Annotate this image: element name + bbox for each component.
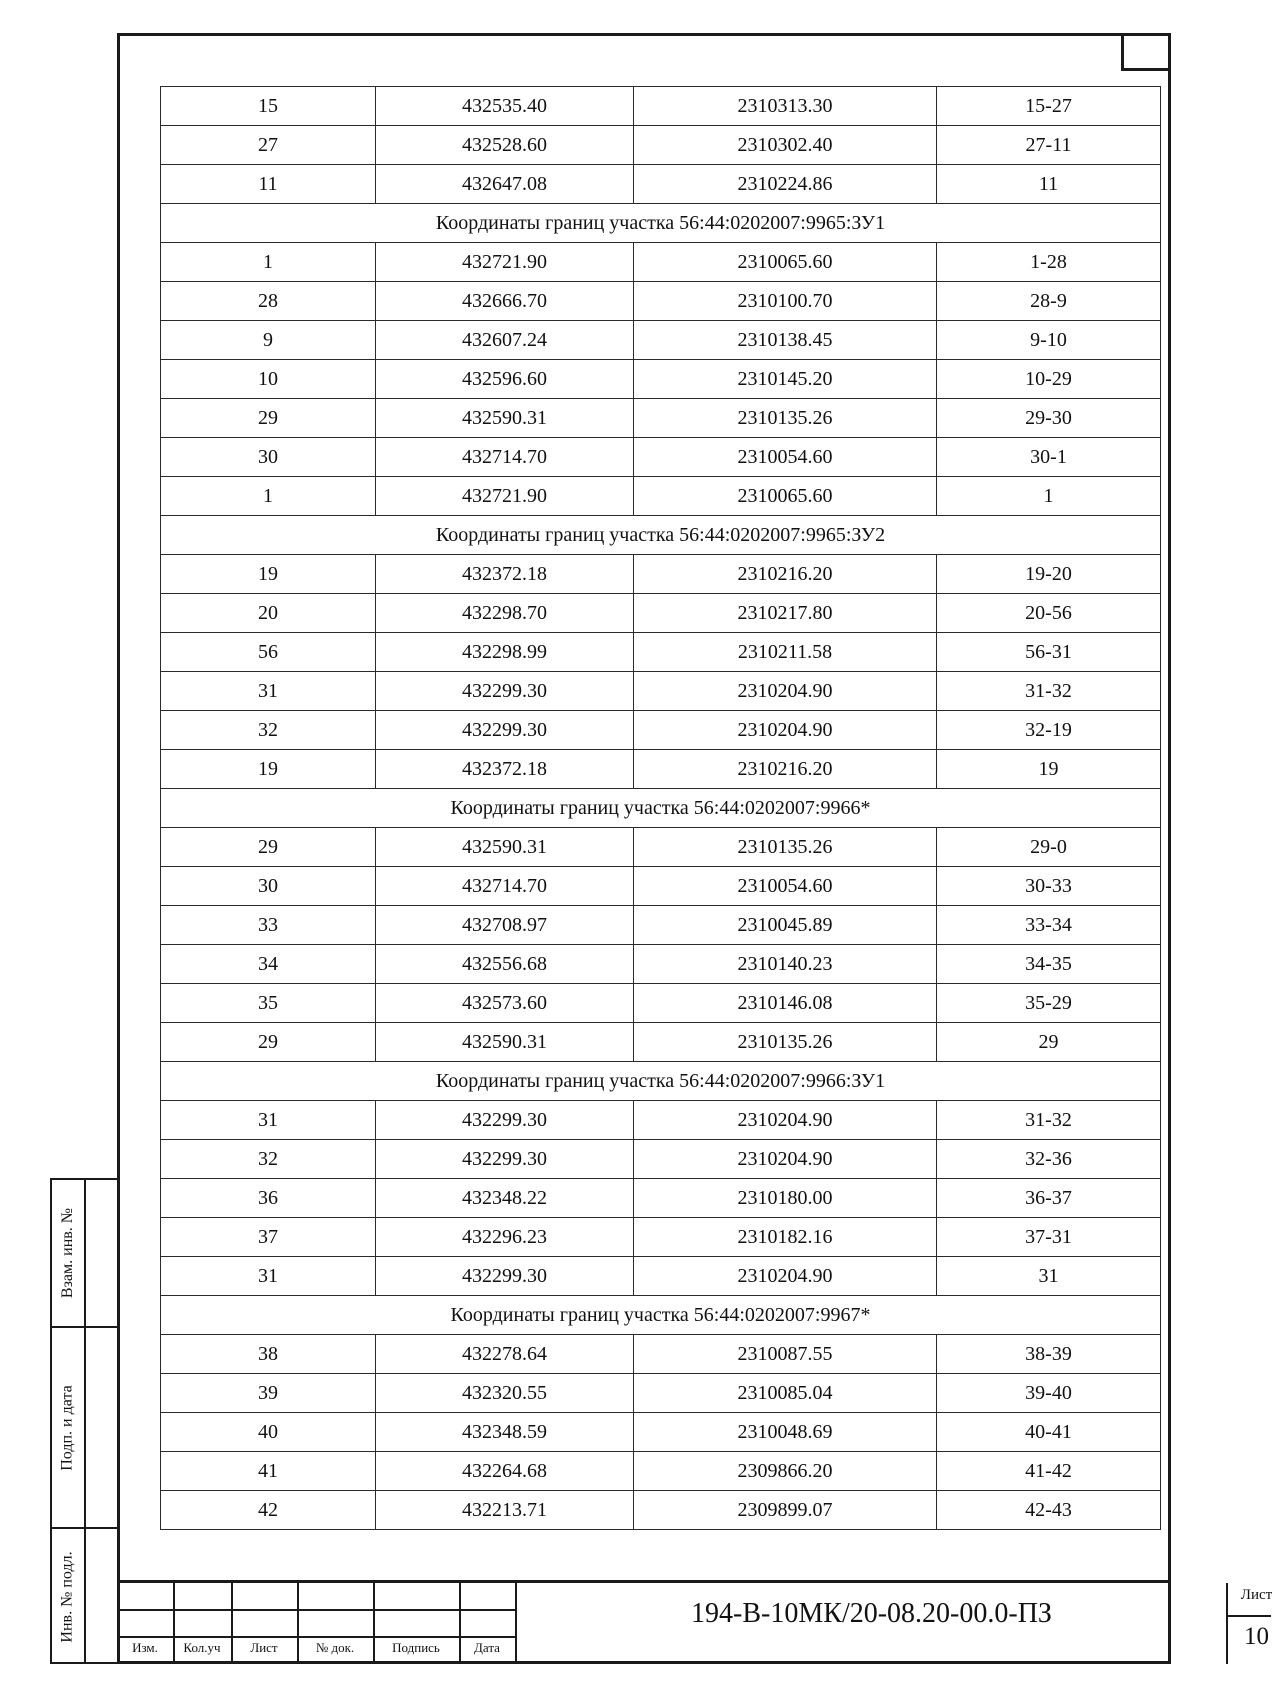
- table-row: [161, 243, 1161, 282]
- table-row: [161, 1335, 1161, 1374]
- segment-cell: 42-43: [937, 1491, 1161, 1530]
- coord-y-cell: 2310224.86: [634, 165, 937, 204]
- stamp-vzam-text: Взам. инв. №: [59, 1207, 77, 1299]
- coord-x-cell: 432299.30: [376, 1101, 634, 1140]
- coord-y-cell: 2310045.89: [634, 906, 937, 945]
- coord-x-cell: 432714.70: [376, 438, 634, 477]
- segment-cell: 30-33: [937, 867, 1161, 906]
- segment-cell: 37-31: [937, 1218, 1161, 1257]
- table-row: [161, 282, 1161, 321]
- table-row: [161, 1491, 1161, 1530]
- segment-cell: 56-31: [937, 633, 1161, 672]
- table-row: [161, 1413, 1161, 1452]
- corner-box: [1121, 33, 1171, 71]
- table-row: [161, 594, 1161, 633]
- segment-cell: 33-34: [937, 906, 1161, 945]
- table-row: [161, 984, 1161, 1023]
- coord-y-cell: 2310204.90: [634, 672, 937, 711]
- stamp-label-inv: [52, 1529, 86, 1664]
- table-row: [161, 711, 1161, 750]
- coord-x-cell: 432264.68: [376, 1452, 634, 1491]
- coord-y-cell: 2310135.26: [634, 399, 937, 438]
- table-row: [161, 633, 1161, 672]
- point-number-cell: 20: [161, 594, 376, 633]
- table-section-row: [161, 789, 1161, 828]
- coord-y-cell: 2310204.90: [634, 1140, 937, 1179]
- point-number-cell: 32: [161, 711, 376, 750]
- coord-y-cell: 2309899.07: [634, 1491, 937, 1530]
- coord-x-cell: 432213.71: [376, 1491, 634, 1530]
- table-row: [161, 906, 1161, 945]
- coord-x-cell: 432298.70: [376, 594, 634, 633]
- coord-y-cell: 2310048.69: [634, 1413, 937, 1452]
- table-row: [161, 438, 1161, 477]
- table-row: [161, 321, 1161, 360]
- point-number-cell: 37: [161, 1218, 376, 1257]
- segment-cell: 15-27: [937, 87, 1161, 126]
- point-number-cell: 41: [161, 1452, 376, 1491]
- table-row: [161, 555, 1161, 594]
- coord-y-cell: 2310211.58: [634, 633, 937, 672]
- segment-cell: 11: [937, 165, 1161, 204]
- section-title: Координаты границ участка 56:44:0202007:9966:ЗУ1: [161, 1062, 1161, 1101]
- segment-cell: 32-36: [937, 1140, 1161, 1179]
- coord-x-cell: 432296.23: [376, 1218, 634, 1257]
- coordinates-table-body: [161, 87, 1161, 1530]
- coord-y-cell: 2310135.26: [634, 828, 937, 867]
- segment-cell: 27-11: [937, 126, 1161, 165]
- coord-x-cell: 432721.90: [376, 477, 634, 516]
- coord-x-cell: 432607.24: [376, 321, 634, 360]
- table-row: [161, 672, 1161, 711]
- coord-x-cell: 432528.60: [376, 126, 634, 165]
- coord-y-cell: 2310054.60: [634, 438, 937, 477]
- table-row: [161, 1452, 1161, 1491]
- table-row: [161, 399, 1161, 438]
- document-code: 194-В-10МК/20-08.20-00.0-ПЗ: [691, 1598, 1052, 1629]
- point-number-cell: 1: [161, 243, 376, 282]
- coord-y-cell: 2310054.60: [634, 867, 937, 906]
- table-row: [161, 1179, 1161, 1218]
- point-number-cell: 30: [161, 867, 376, 906]
- point-number-cell: 33: [161, 906, 376, 945]
- point-number-cell: 1: [161, 477, 376, 516]
- table-row: [161, 1140, 1161, 1179]
- point-number-cell: 27: [161, 126, 376, 165]
- coord-x-cell: 432590.31: [376, 1023, 634, 1062]
- coord-x-cell: 432556.68: [376, 945, 634, 984]
- segment-cell: 34-35: [937, 945, 1161, 984]
- section-title: Координаты границ участка 56:44:0202007:9966*: [161, 789, 1161, 828]
- point-number-cell: 19: [161, 555, 376, 594]
- coord-y-cell: 2310217.80: [634, 594, 937, 633]
- point-number-cell: 29: [161, 1023, 376, 1062]
- coordinates-table: [160, 86, 1161, 1530]
- tb-head-kol: Кол.уч: [183, 1640, 221, 1655]
- table-row: [161, 1023, 1161, 1062]
- table-row: [161, 1257, 1161, 1296]
- section-title: Координаты границ участка 56:44:0202007:9967*: [161, 1296, 1161, 1335]
- coord-x-cell: 432590.31: [376, 828, 634, 867]
- segment-cell: 1: [937, 477, 1161, 516]
- tb-head-izm: Изм.: [132, 1640, 158, 1655]
- stamp-cell-podp: [52, 1328, 117, 1529]
- coord-x-cell: 432320.55: [376, 1374, 634, 1413]
- coord-x-cell: 432372.18: [376, 750, 634, 789]
- stamp-cell-inv: [52, 1529, 117, 1664]
- table-row: [161, 1101, 1161, 1140]
- point-number-cell: 42: [161, 1491, 376, 1530]
- tb-head-podpis: Подпись: [392, 1640, 440, 1655]
- coord-x-cell: 432590.31: [376, 399, 634, 438]
- coord-y-cell: 2310138.45: [634, 321, 937, 360]
- coord-y-cell: 2310140.23: [634, 945, 937, 984]
- segment-cell: 29-0: [937, 828, 1161, 867]
- table-section-row: [161, 516, 1161, 555]
- coord-y-cell: 2310135.26: [634, 1023, 937, 1062]
- table-row: [161, 1374, 1161, 1413]
- stamp-label-vzam: [52, 1180, 86, 1326]
- tb-row-line: [117, 1636, 517, 1638]
- coord-y-cell: 2310145.20: [634, 360, 937, 399]
- coord-y-cell: 2310087.55: [634, 1335, 937, 1374]
- stamp-label-podp: [52, 1328, 86, 1527]
- tb-head-ndok: № док.: [315, 1640, 355, 1655]
- segment-cell: 10-29: [937, 360, 1161, 399]
- coord-y-cell: 2310085.04: [634, 1374, 937, 1413]
- table-section-row: [161, 204, 1161, 243]
- point-number-cell: 9: [161, 321, 376, 360]
- segment-cell: 28-9: [937, 282, 1161, 321]
- segment-cell: 30-1: [937, 438, 1161, 477]
- coord-x-cell: 432573.60: [376, 984, 634, 1023]
- table-row: [161, 87, 1161, 126]
- coord-x-cell: 432714.70: [376, 867, 634, 906]
- point-number-cell: 39: [161, 1374, 376, 1413]
- point-number-cell: 19: [161, 750, 376, 789]
- table-section-row: [161, 1062, 1161, 1101]
- coord-x-cell: 432299.30: [376, 1257, 634, 1296]
- coord-x-cell: 432721.90: [376, 243, 634, 282]
- coord-y-cell: 2310182.16: [634, 1218, 937, 1257]
- table-row: [161, 477, 1161, 516]
- segment-cell: 31-32: [937, 672, 1161, 711]
- point-number-cell: 36: [161, 1179, 376, 1218]
- segment-cell: 9-10: [937, 321, 1161, 360]
- point-number-cell: 31: [161, 1257, 376, 1296]
- section-title: Координаты границ участка 56:44:0202007:9965:ЗУ2: [161, 516, 1161, 555]
- point-number-cell: 38: [161, 1335, 376, 1374]
- coord-y-cell: 2310065.60: [634, 477, 937, 516]
- segment-cell: 31-32: [937, 1101, 1161, 1140]
- point-number-cell: 10: [161, 360, 376, 399]
- segment-cell: 40-41: [937, 1413, 1161, 1452]
- point-number-cell: 29: [161, 828, 376, 867]
- table-row: [161, 867, 1161, 906]
- coord-y-cell: 2310146.08: [634, 984, 937, 1023]
- point-number-cell: 40: [161, 1413, 376, 1452]
- tb-head-list: Лист: [250, 1640, 278, 1655]
- title-block: [117, 1580, 1273, 1664]
- coord-y-cell: 2310204.90: [634, 1101, 937, 1140]
- coord-x-cell: 432372.18: [376, 555, 634, 594]
- table-row: [161, 360, 1161, 399]
- segment-cell: 29: [937, 1023, 1161, 1062]
- sheet-label: Лист: [1240, 1587, 1273, 1603]
- segment-cell: 35-29: [937, 984, 1161, 1023]
- coord-x-cell: 432298.99: [376, 633, 634, 672]
- coord-x-cell: 432299.30: [376, 711, 634, 750]
- table-row: [161, 126, 1161, 165]
- coord-x-cell: 432348.22: [376, 1179, 634, 1218]
- coord-y-cell: 2310065.60: [634, 243, 937, 282]
- sheet-number: 10: [1244, 1623, 1269, 1650]
- table-row: [161, 828, 1161, 867]
- stamp-cell-vzam: [52, 1180, 117, 1328]
- tb-sheet-line: [1226, 1615, 1271, 1617]
- stamp-podp-text: Подп. и дата: [59, 1384, 77, 1471]
- point-number-cell: 31: [161, 672, 376, 711]
- point-number-cell: 15: [161, 87, 376, 126]
- coord-x-cell: 432299.30: [376, 1140, 634, 1179]
- coord-y-cell: 2310302.40: [634, 126, 937, 165]
- coord-x-cell: 432647.08: [376, 165, 634, 204]
- segment-cell: 1-28: [937, 243, 1161, 282]
- point-number-cell: 31: [161, 1101, 376, 1140]
- point-number-cell: 32: [161, 1140, 376, 1179]
- coord-y-cell: 2310204.90: [634, 1257, 937, 1296]
- section-title: Координаты границ участка 56:44:0202007:9965:ЗУ1: [161, 204, 1161, 243]
- point-number-cell: 11: [161, 165, 376, 204]
- segment-cell: 31: [937, 1257, 1161, 1296]
- coord-y-cell: 2310204.90: [634, 711, 937, 750]
- coord-x-cell: 432278.64: [376, 1335, 634, 1374]
- table-section-row: [161, 1296, 1161, 1335]
- coord-x-cell: 432666.70: [376, 282, 634, 321]
- point-number-cell: 34: [161, 945, 376, 984]
- coord-y-cell: 2310313.30: [634, 87, 937, 126]
- tb-head-data: Дата: [474, 1640, 500, 1655]
- point-number-cell: 30: [161, 438, 376, 477]
- point-number-cell: 28: [161, 282, 376, 321]
- table-row: [161, 750, 1161, 789]
- table-row: [161, 165, 1161, 204]
- point-number-cell: 29: [161, 399, 376, 438]
- point-number-cell: 56: [161, 633, 376, 672]
- table-row: [161, 945, 1161, 984]
- coord-x-cell: 432596.60: [376, 360, 634, 399]
- coord-y-cell: 2310216.20: [634, 555, 937, 594]
- segment-cell: 36-37: [937, 1179, 1161, 1218]
- tb-row-line: [117, 1609, 517, 1611]
- stamp-inv-text: Инв. № подл.: [59, 1550, 77, 1643]
- coord-x-cell: 432708.97: [376, 906, 634, 945]
- segment-cell: 19: [937, 750, 1161, 789]
- coord-y-cell: 2309866.20: [634, 1452, 937, 1491]
- left-stamp: [50, 1178, 117, 1664]
- coord-x-cell: 432299.30: [376, 672, 634, 711]
- coord-y-cell: 2310216.20: [634, 750, 937, 789]
- coord-y-cell: 2310180.00: [634, 1179, 937, 1218]
- coord-y-cell: 2310100.70: [634, 282, 937, 321]
- segment-cell: 32-19: [937, 711, 1161, 750]
- table-row: [161, 1218, 1161, 1257]
- segment-cell: 38-39: [937, 1335, 1161, 1374]
- point-number-cell: 35: [161, 984, 376, 1023]
- segment-cell: 41-42: [937, 1452, 1161, 1491]
- coord-x-cell: 432348.59: [376, 1413, 634, 1452]
- coord-x-cell: 432535.40: [376, 87, 634, 126]
- segment-cell: 39-40: [937, 1374, 1161, 1413]
- segment-cell: 20-56: [937, 594, 1161, 633]
- segment-cell: 29-30: [937, 399, 1161, 438]
- segment-cell: 19-20: [937, 555, 1161, 594]
